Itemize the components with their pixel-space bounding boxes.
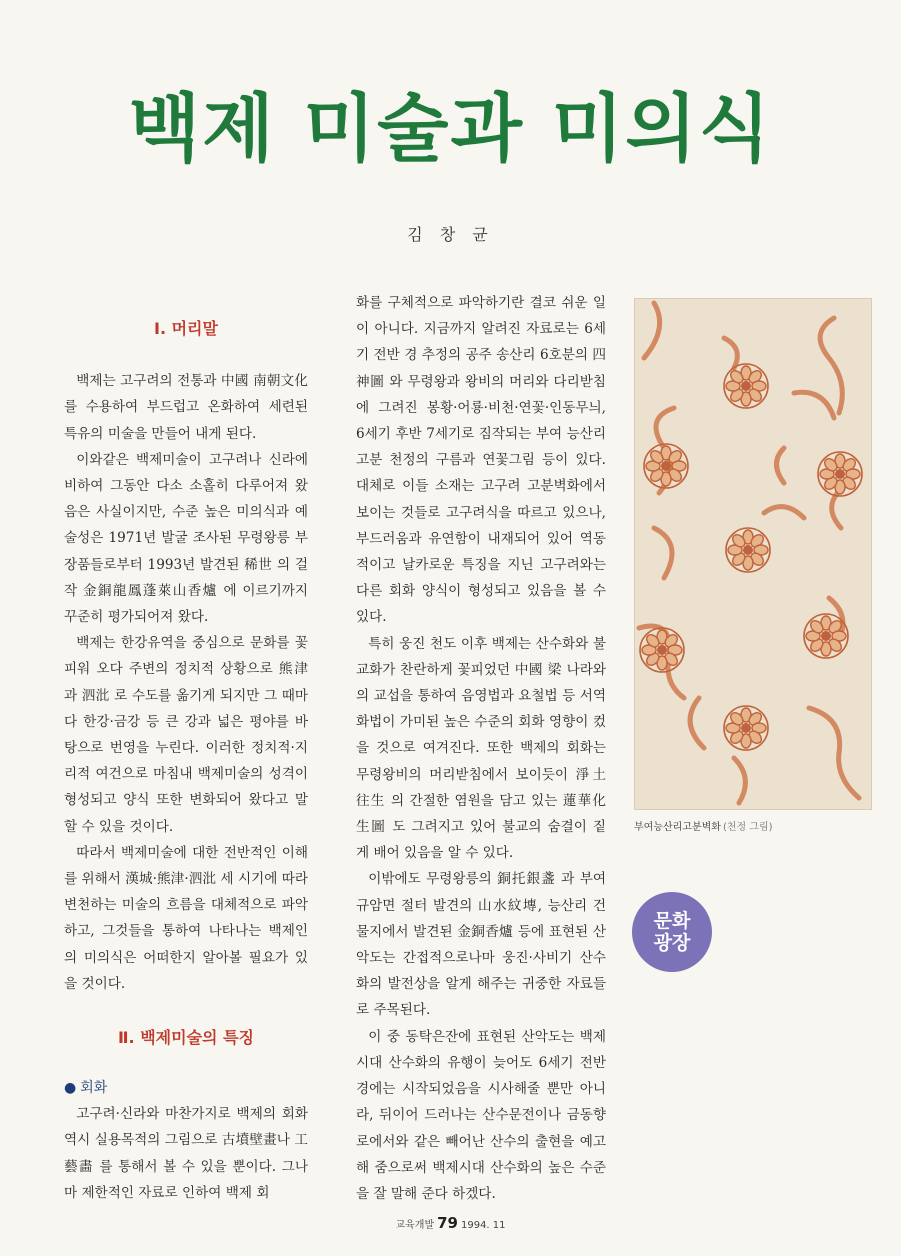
caption-text: 부여능산리고분벽화 [634, 822, 721, 833]
paragraph: 특히 웅진 천도 이후 백제는 산수화와 불교화가 찬란하게 꽃피었던 中國 梁 나라와의 교섭을 통하여 음영법과 요철법 등 서역화법이 가미된 높은 수준의 회화 영향이 컸을 것으로 여겨진다. 또한 백제의 회화는 무령왕비의 머리받침에서 보이듯이 淨土往生 의 간절한 염원을 담고 있는 蓮華化生圖 도 그려지고 있어 불교의 숨결이 짙게 배어 있음을 알 수 있다. [356, 635, 606, 862]
article-author: 김 창 균 [407, 225, 494, 244]
paragraph: 백제는 한강유역을 중심으로 문화를 꽃피워 오다 주변의 정치적 상황으로 熊津과 泗沘 로 수도를 옮기게 되지만 그 때마다 한강·금강 등 큰 강과 넓은 평야를 바탕으로 번영을 누린다. 이러한 정치적·지리적 여건으로 마침내 백제미술의 성격이 형성되고 양식 또한 변화되어 왔다고 말할 수 있을 것이다. [64, 635, 308, 835]
subheading-painting [64, 1075, 308, 1101]
column-left [64, 316, 308, 1206]
badge-line-1: 문화 [653, 910, 691, 932]
paragraph: 이밖에도 무령왕릉의 銅托銀盞 과 부여 규암면 절터 발견의 山水紋塼, 능산리 건물지에서 발견된 金銅香爐 등에 표현된 산악도는 간접적으로나마 웅진·사비기 산수화의 발전상을 알게 해주는 귀중한 자료들로 주목된다. [356, 871, 606, 1019]
bullet-icon: ● [64, 1080, 77, 1097]
paragraph: 따라서 백제미술에 대한 전반적인 이해를 위해서 漢城·熊津·泗沘 세 시기에 따라 변천하는 미술의 흐름을 대체적으로 파악하고, 그것들을 통하여 나타나는 백제인의 미의식은 어떠한지 알아볼 필요가 있을 것이다. [64, 844, 308, 992]
subheading-label: 회화 [80, 1080, 108, 1097]
paragraph: 백제는 고구려의 전통과 中國 南朝文化를 수용하여 부드럽고 온화하여 세련된 특유의 미술을 만들어 내게 된다. [64, 373, 308, 442]
paragraph: 이와같은 백제미술이 고구려나 신라에 비하여 그동안 다소 소홀히 다루어져 왔음은 사실이지만, 수준 높은 미의식과 예술성은 1971년 발굴 조사된 무령왕릉 부장품들로부터 1993년 발견된 稀世 의 걸작 金銅龍鳳蓬萊山香爐 에 이르기까지 꾸준히 평가되어져 왔다. [64, 451, 308, 626]
mural-image [634, 298, 872, 810]
lotus-cloud-mural-picture [634, 298, 872, 810]
page-number: 79 [437, 1214, 458, 1232]
paragraph: 화를 구체적으로 파악하기란 결코 쉬운 일이 아니다. 지금까지 알려진 자료로는 6세기 전반 경 추정의 공주 송산리 6호분의 四神圖 와 무령왕과 왕비의 머리와 다리받침에 그려진 봉황·어룡·비천·연꽃·인동무늬, 6세기 후반 7세기로 짐작되는 부여 능산리 고분 천정의 구름과 연꽃그림 등이 있다. 대체로 이들 소재는 고구려 고분벽화에서 보이는 것들로 고구려식을 따르고 있으나, 부드러움과 유연함이 내재되어 있어 역동적이고 날카로운 특징을 지닌 고구려와는 다른 회화 양식이 형성되고 있음을 볼 수 있다. [356, 295, 606, 626]
figure-caption [634, 818, 874, 833]
footer-issue: 1994. 11 [460, 1220, 506, 1231]
section-heading-introduction: Ⅰ. 머리말 [154, 319, 218, 338]
section-badge [632, 892, 712, 972]
column-middle [356, 290, 606, 1207]
article-title: 백제 미술과 미의식 [128, 86, 773, 172]
caption-credit: (천정 그림) [722, 822, 773, 833]
footer-publication: 교육개발 [395, 1220, 435, 1231]
badge-line-2: 광장 [653, 932, 691, 954]
section-heading-characteristics: Ⅱ. 백제미술의 특징 [118, 1028, 254, 1048]
page-footer [0, 1214, 901, 1232]
paragraph: 고구려·신라와 마찬가지로 백제의 회화 역시 실용목적의 그림으로 古墳壁畫나 工藝畵 를 통해서 볼 수 있을 뿐이다. 그나마 제한적인 자료로 인하여 백제 회 [64, 1106, 308, 1201]
paragraph: 이 중 동탁은잔에 표현된 산악도는 백제시대 산수화의 유행이 늦어도 6세기 전반 경에는 시작되었음을 시사해줄 뿐만 아니라, 뒤이어 드러나는 산수문전이나 금동향로에서와 같은 빼어난 산수의 출현을 예고해 줌으로써 백제시대 산수화의 높은 수준을 잘 말해 준다 하겠다. [356, 1028, 606, 1202]
